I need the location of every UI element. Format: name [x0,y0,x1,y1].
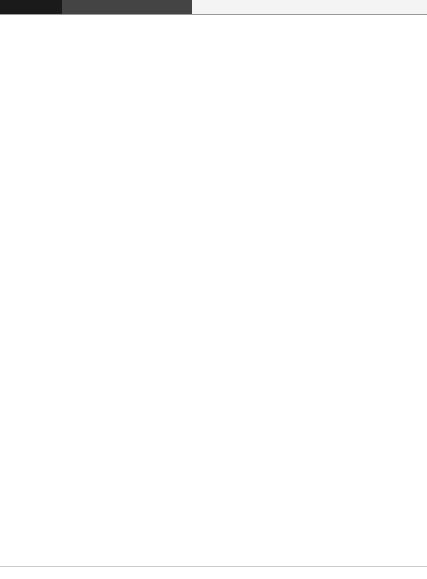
figure-6-chart [207,62,312,154]
section-label [0,0,62,14]
figure-5-svg [86,62,201,154]
page-header [0,0,427,14]
header-divider [0,14,427,15]
figure-5-chart [86,62,201,154]
figure-7-svg [318,62,416,154]
figure-7-chart [318,62,416,154]
page-footer [0,566,427,579]
figure-6-svg [207,62,312,154]
magazine-label [62,0,192,14]
